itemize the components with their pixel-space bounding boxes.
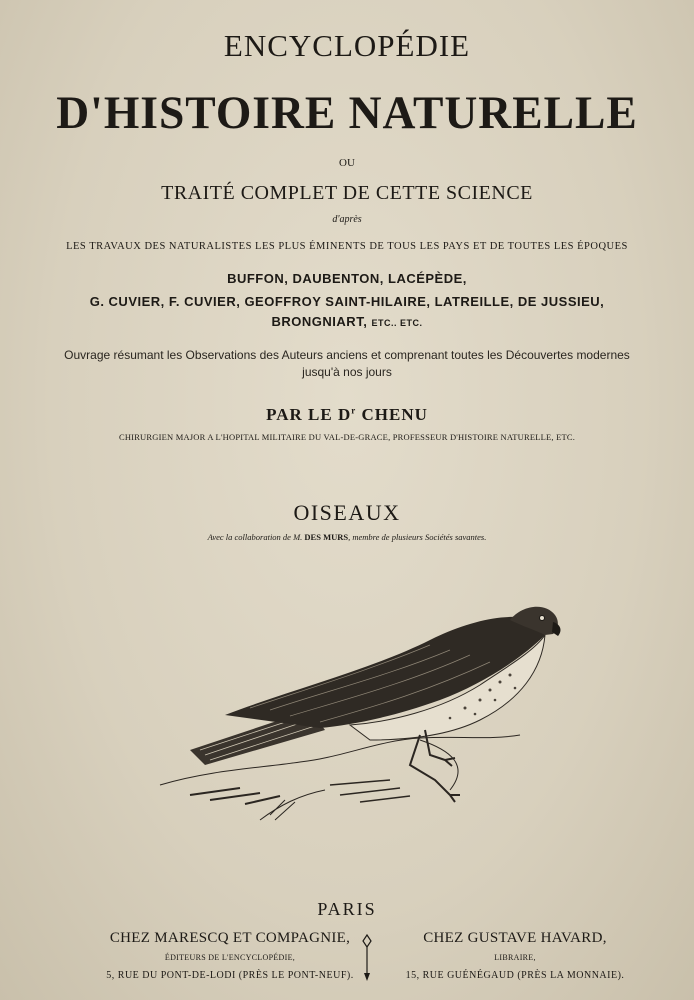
bird-engraving bbox=[150, 590, 570, 830]
publisher-right-address: 15, RUE GUÉNÉGAUD (PRÈS LA MONNAIE). bbox=[405, 970, 625, 981]
subtitle-travaux: LES TRAVAUX DES NATURALISTES LES PLUS ÉMINENTS DE TOUS LES PAYS ET DE TOUTES LES ÉPOQUES bbox=[66, 241, 628, 252]
collaboration-line bbox=[0, 532, 694, 542]
volume-title: OISEAUX bbox=[293, 500, 401, 525]
collab-post: , membre de plusieurs Sociétés savantes. bbox=[348, 532, 487, 542]
imprint-city: PARIS bbox=[317, 899, 377, 919]
ouvrage-line-1: Ouvrage résumant les Observations des Auteurs anciens et comprenant toutes les Découvertes modernes bbox=[64, 348, 630, 362]
subtitle-traite: TRAITÉ COMPLET DE CETTE SCIENCE bbox=[161, 182, 533, 204]
publisher-left bbox=[80, 930, 380, 981]
collab-pre: Avec la collaboration de M. bbox=[207, 532, 305, 542]
author-par: PAR LE D bbox=[266, 405, 352, 424]
title-encyclopedie: ENCYCLOPÉDIE bbox=[223, 28, 471, 63]
naturalists-brongniart: BRONGNIART, bbox=[271, 314, 368, 329]
title-histoire-naturelle: D'HISTOIRE NATURELLE bbox=[56, 87, 638, 139]
dagger-ornament bbox=[360, 933, 374, 983]
collab-name: DES MURS bbox=[304, 532, 349, 542]
publisher-left-role: ÉDITEURS DE L'ENCYCLOPÉDIE, bbox=[164, 953, 296, 962]
title-ou: OU bbox=[339, 157, 355, 169]
publisher-right bbox=[380, 930, 650, 981]
bird-beak bbox=[552, 622, 560, 636]
bird-legs bbox=[410, 730, 460, 802]
naturalists-line-2: G. CUVIER, F. CUVIER, GEOFFROY SAINT-HILAIRE, LATREILLE, DE JUSSIEU, bbox=[89, 294, 605, 309]
publisher-right-name: CHEZ GUSTAVE HAVARD, bbox=[423, 930, 607, 946]
publisher-right-role: LIBRAIRE, bbox=[494, 953, 536, 962]
subtitle-dapres: d'après bbox=[332, 214, 362, 225]
ouvrage-line-2: jusqu'à nos jours bbox=[302, 365, 392, 379]
publisher-left-address: 5, RUE DU PONT-DE-LODI (PRÈS LE PONT-NEUF). bbox=[106, 970, 354, 981]
naturalists-line-1: BUFFON, DAUBENTON, LACÉPÈDE, bbox=[227, 271, 467, 286]
naturalists-line-3 bbox=[0, 314, 694, 329]
author-sup: r bbox=[351, 405, 357, 416]
bird-eye bbox=[540, 616, 545, 621]
naturalists-etc: ETC.. ETC. bbox=[371, 318, 423, 328]
publisher-left-name: CHEZ MARESCQ ET COMPAGNIE, bbox=[109, 930, 351, 946]
bird-wing bbox=[225, 617, 545, 728]
author-line bbox=[0, 405, 694, 425]
author-title: CHIRURGIEN MAJOR A L'HOPITAL MILITAIRE DU VAL-DE-GRACE, PROFESSEUR D'HISTOIRE NATURELLE, ETC. bbox=[118, 432, 576, 442]
author-name: CHENU bbox=[356, 405, 428, 424]
